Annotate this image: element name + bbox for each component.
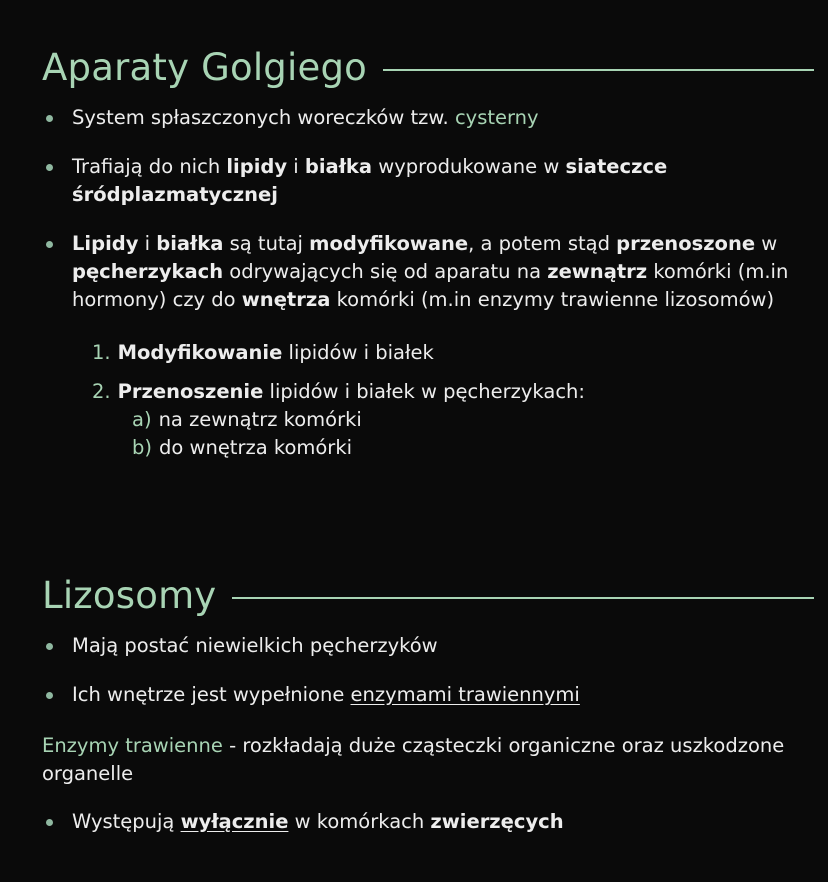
- list-item: 2. Przenoszenie lipidów i białek w pęcherzykach:: [92, 380, 585, 403]
- list-item: System spłaszczonych woreczków tzw. cysterny: [42, 104, 817, 132]
- list-item: 1. Modyfikowanie lipidów i białek: [92, 341, 434, 364]
- list-item: Ich wnętrze jest wypełnione enzymami trawiennymi: [42, 681, 817, 709]
- enzymes-paragraph: Enzymy trawienne - rozkładają duże cząsteczki organiczne oraz uszkodzone organelle: [42, 734, 785, 785]
- bullet-icon: [46, 241, 53, 248]
- list-item: Mają postać niewielkich pęcherzyków: [42, 632, 817, 660]
- list-item: Występują wyłącznie w komórkach zwierzęcych: [42, 808, 817, 836]
- list-item: Lipidy i białka są tutaj modyfikowane, a potem stąd przenoszone w pęcherzykach odrywających się od aparatu na zewnątrz komórki (m.in hormony) czy do wnętrza komórki (m.in enzymy trawienne lizosomów): [42, 230, 817, 314]
- section-title-lizosomy: [42, 574, 814, 617]
- bullet-icon: [46, 115, 53, 122]
- golgi-bullet-list-2: [42, 153, 817, 209]
- lizosomy-bullet-list: [42, 632, 817, 660]
- golgi-bullet-list-3: [42, 230, 817, 314]
- title-rule: [383, 69, 814, 71]
- lizosomy-title: Lizosomy: [42, 574, 217, 617]
- lizosomy-bullet-list-2: [42, 681, 817, 709]
- bullet-icon: [46, 643, 53, 650]
- list-item: a) na zewnątrz komórki: [132, 408, 362, 431]
- golgi-numbered-list: [92, 339, 585, 462]
- title-rule: [232, 597, 814, 599]
- section-title-golgi: [42, 46, 814, 89]
- bullet-icon: [46, 692, 53, 699]
- golgi-bullet-list: [42, 104, 817, 132]
- list-item: b) do wnętrza komórki: [132, 436, 353, 459]
- list-item: Trafiają do nich lipidy i białka wyprodukowane w siateczce śródplazmatycznej: [42, 153, 817, 209]
- sub-list: [92, 406, 585, 462]
- golgi-title: Aparaty Golgiego: [42, 46, 367, 89]
- bullet-icon: [46, 164, 53, 171]
- bullet-icon: [46, 819, 53, 826]
- lizosomy-bullet-list-3: [42, 808, 817, 836]
